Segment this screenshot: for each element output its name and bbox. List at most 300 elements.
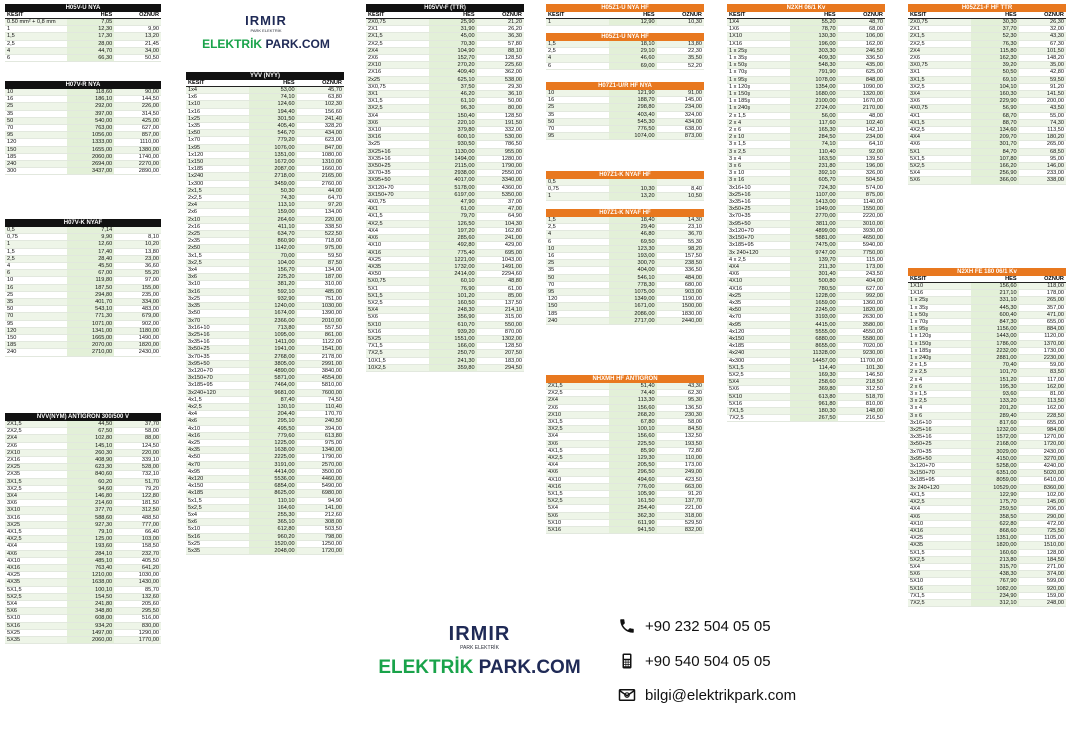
hes-price: 166,20 [971,163,1018,170]
oznur-price: 226,00 [114,103,161,110]
cable-section: 1X10 [727,33,790,40]
cable-section: 2X6 [908,55,971,62]
hes-price: 2694,00 [67,161,114,168]
table-row [908,369,1066,376]
oznur-price: 141,50 [1019,91,1066,98]
cable-section: 5X2,5 [366,299,429,306]
table-row [727,26,885,33]
cable-section: 3x16+10 [908,419,971,426]
hes-price: 201,20 [971,405,1018,412]
cable-section: 2X35 [5,471,67,478]
table-row [5,421,161,428]
cable-section: 5X6 [5,608,67,615]
cable-section: 240 [5,161,67,168]
cable-section: 1,5 [546,41,609,48]
contact-email[interactable] [617,686,796,704]
hes-price: 122,90 [971,491,1018,498]
oznur-price: 434,00 [657,118,704,125]
table-row [366,148,524,155]
table-row [366,47,524,54]
hes-price: 1494,00 [429,155,476,162]
table-row [727,285,885,292]
table-row [186,331,344,338]
cable-section: 1 [546,19,609,26]
table-row [186,425,344,432]
cable-section: 2x16 [186,223,249,230]
hes-price: 60,20 [67,478,114,485]
table-row [546,419,704,426]
price-table [546,33,704,70]
table-row [186,526,344,533]
cable-section: 4X2,5 [908,127,971,134]
contact-mobile[interactable] [617,652,771,670]
phone-icon [617,617,637,635]
hes-price: 404,00 [609,267,656,274]
hes-price: 7464,00 [249,382,296,389]
hes-price: 256,90 [971,170,1018,177]
oznur-price: 103,00 [114,536,161,543]
table-row [5,241,161,248]
hes-price: 612,80 [249,526,296,533]
oznur-price: 84,50 [657,426,704,433]
cable-section: 1x6 [186,94,249,101]
oznur-price: 162,00 [838,40,885,47]
cable-section: 2x2,5 [186,195,249,202]
oznur-price: 228,50 [1019,412,1066,419]
table-row [727,199,885,206]
table-row [908,155,1066,162]
oznur-price: 751,00 [297,295,344,302]
cable-section: 5X25 [366,335,429,342]
table-row [186,231,344,238]
brand-green-part-large: ELEKTRİK [378,657,479,678]
oznur-price: 550,00 [477,321,524,328]
oznur-price: 2165,00 [297,173,344,180]
hes-price: 69,10 [971,76,1018,83]
oznur-price: 1290,00 [114,629,161,636]
table-row [186,137,344,144]
cable-section: 5X0,75 [366,278,429,285]
oznur-price: 221,00 [657,505,704,512]
table-row [727,33,885,40]
oznur-price: 338,50 [297,223,344,230]
cable-section: 3x185+95 [727,242,790,249]
hes-price: 5871,00 [249,375,296,382]
cable-section: 4X25 [908,535,971,542]
cable-section: 5x1,5 [186,497,249,504]
hes-price: 225,20 [249,274,296,281]
oznur-price: 10,50 [657,193,704,200]
oznur-price: 599,00 [1019,578,1066,585]
oznur-price: 212,60 [297,511,344,518]
table-row [186,389,344,396]
hes-price: 2087,00 [249,166,296,173]
hes-price: 104,90 [429,47,476,54]
hes-price: 292,00 [67,103,114,110]
hes-price: 45,50 [67,263,114,270]
cable-section: 3 x 6 [908,412,971,419]
table-header [908,276,1066,283]
table-row [908,333,1066,340]
cable-section: 1X10 [908,283,971,290]
oznur-price: 91,20 [657,491,704,498]
table-row [546,267,704,274]
oznur-price: 241,00 [477,235,524,242]
oznur-price: 2550,00 [477,170,524,177]
oznur-price: 1500,00 [657,303,704,310]
table-row [727,191,885,198]
hes-price: 8059,00 [971,477,1018,484]
table-row [908,297,1066,304]
oznur-price: 110,00 [657,455,704,462]
cable-section: 3 x 6 [727,163,790,170]
cable-section: 7X2,5 [727,415,790,422]
oznur-price: 290,00 [1019,513,1066,520]
oznur-price: 128,50 [477,55,524,62]
cable-section: 3X10 [5,507,67,514]
column-header: KESİT [910,12,927,18]
table-row [908,91,1066,98]
oznur-price: 128,50 [477,343,524,350]
logo-mark: IRMIR [245,13,287,28]
oznur-price: 44,00 [297,187,344,194]
table-row [186,461,344,468]
hes-price: 1156,00 [971,326,1018,333]
cable-section: 4x95 [727,321,790,328]
oznur-price: 206,00 [1019,506,1066,513]
oznur-price: 847,00 [297,144,344,151]
hes-price: 9,90 [67,234,114,241]
table-row [5,277,161,284]
table-row [366,350,524,357]
hes-price: 254,40 [609,505,656,512]
oznur-price: 230,30 [657,411,704,418]
hes-price: 543,10 [67,306,114,313]
oznur-price: 1720,00 [1019,441,1066,448]
oznur-price: 68,00 [838,26,885,33]
hes-price: 154,50 [67,593,114,600]
oznur-price: 984,00 [1019,427,1066,434]
cable-section: 1,5 [5,248,67,255]
hes-price: 379,80 [429,127,476,134]
table-row [366,357,524,364]
logo-top [196,14,336,56]
cable-section: 4X2,5 [366,220,429,227]
price-grid [546,41,704,70]
oznur-price: 339,10 [114,457,161,464]
hes-price: 125,00 [67,536,114,543]
hes-price: 932,90 [249,295,296,302]
hes-price: 298,80 [609,104,656,111]
oznur-price: 1790,00 [477,163,524,170]
table-row [5,342,161,349]
hes-price: 66,30 [67,55,114,62]
table-row [727,213,885,220]
table-row [186,511,344,518]
oznur-price: 6980,00 [297,490,344,497]
table-row [5,493,161,500]
table-row [546,62,704,69]
hes-price: 295,10 [249,418,296,425]
table-row [908,69,1066,76]
price-grid [546,90,704,140]
oznur-price: 2430,00 [1019,448,1066,455]
cable-section: 2x25 [366,76,429,83]
cable-section: 185 [5,153,67,160]
cable-section: 4X10 [366,242,429,249]
cable-section: 2 x 1,5 [908,362,971,369]
hes-price: 623,30 [67,464,114,471]
table-row [186,317,344,324]
oznur-price: 36,30 [477,33,524,40]
oznur-price: 134,00 [297,267,344,274]
table-row [186,439,344,446]
table-row [727,357,885,364]
hes-price: 495,50 [249,425,296,432]
hes-price: 369,80 [790,386,837,393]
price-table [5,81,161,175]
table-row [546,527,704,534]
table-row [727,407,885,414]
oznur-price: 975,00 [297,245,344,252]
hes-price: 160,50 [429,299,476,306]
table-row [908,434,1066,441]
hes-price: 195,30 [971,383,1018,390]
cable-section: 7X1,5 [908,592,971,599]
oznur-price: 338,00 [1019,177,1066,184]
hes-price: 359,80 [429,364,476,371]
cable-section: 3x70+35 [727,213,790,220]
oznur-price: 37,00 [477,199,524,206]
cable-section: 70 [546,126,609,133]
oznur-price: 7750,00 [838,249,885,256]
hes-price: 1056,00 [67,132,114,139]
hes-price: 763,40 [67,565,114,572]
table-row [727,91,885,98]
cable-section: 4X4 [727,263,790,270]
hes-price: 1638,00 [67,579,114,586]
cable-section: 4x25 [727,292,790,299]
oznur-price: 623,00 [297,137,344,144]
table-header [366,12,524,19]
hes-price: 74,30 [249,195,296,202]
table-row [546,260,704,267]
table-row [186,303,344,310]
cable-section: 3x35+16 [186,339,249,346]
cable-section: 1 x 25ş [908,297,971,304]
hes-price: 175,70 [971,499,1018,506]
hes-price: 117,60 [790,119,837,126]
oznur-price: 1360,00 [838,299,885,306]
table-row [186,87,344,94]
hes-price: 88,70 [971,119,1018,126]
hes-price: 196,00 [790,40,837,47]
oznur-price: 2230,00 [1019,355,1066,362]
table-title: H07V-R NYA [5,81,161,89]
table-row [186,483,344,490]
price-table [908,268,1066,607]
hes-price: 1130,00 [429,148,476,155]
cable-section: 3X4 [5,493,67,500]
hes-price: 150,40 [429,112,476,119]
cable-section: 4x240 [727,350,790,357]
oznur-price: 504,50 [838,177,885,184]
oznur-price: 102,40 [838,119,885,126]
table-row [5,132,161,139]
cable-section: 4 x 2,5 [727,256,790,263]
hes-price: 258,60 [790,379,837,386]
hes-price: 217,10 [971,290,1018,297]
cable-section: 4X6 [908,141,971,148]
cable-section: 1 x 95ş [908,326,971,333]
cable-section: 2X2,5 [5,428,67,435]
oznur-price: 516,00 [114,615,161,622]
oznur-price: 220,00 [297,216,344,223]
hes-price: 209,70 [971,134,1018,141]
cable-section: 3x70+35 [908,448,971,455]
table-row [366,141,524,148]
hes-price: 164,60 [249,504,296,511]
cable-section: 4x70 [727,314,790,321]
cable-section: 2x10 [186,216,249,223]
cable-section: 4x95 [186,468,249,475]
cable-section: 95 [546,289,609,296]
table-row [546,383,704,390]
hes-price: 51,40 [609,383,656,390]
oznur-price: 36,70 [657,231,704,238]
hes-price: 1497,00 [67,629,114,636]
oznur-price: 6410,00 [1019,477,1066,484]
table-row [908,520,1066,527]
cable-section: 2 x 10 [727,134,790,141]
table-row [727,134,885,141]
oznur-price: 13,80 [114,248,161,255]
oznur-price: 55,20 [114,270,161,277]
table-row [186,180,344,187]
hes-price: 107,80 [971,155,1018,162]
oznur-price: 472,00 [1019,520,1066,527]
cable-section: 10 [546,90,609,97]
table-row [5,593,161,600]
table-row [727,69,885,76]
cable-section: 6 [5,55,67,62]
cable-section: 4X16 [908,527,971,534]
price-grid [5,421,161,644]
column-header: HES [100,12,113,18]
table-row [186,259,344,266]
hes-price: 868,60 [971,527,1018,534]
cable-section: 1x95 [186,144,249,151]
oznur-price: 58,00 [114,428,161,435]
oznur-price: 1030,00 [297,303,344,310]
cable-section: 1X4 [727,19,790,26]
oznur-price: 64,90 [477,213,524,220]
table-row [186,101,344,108]
table-row [5,146,161,153]
hes-price: 205,50 [609,462,656,469]
oznur-price: 246,50 [838,47,885,54]
table-row [186,94,344,101]
table-header [908,12,1066,19]
cable-section: 4X1 [366,206,429,213]
oznur-price: 59,00 [1019,362,1066,369]
oznur-price: 903,00 [657,289,704,296]
table-row [5,543,161,550]
oznur-price [114,227,161,234]
cable-section: 2X1,5 [366,33,429,40]
table-row [546,469,704,476]
cable-section: 25 [5,291,67,298]
table-row [546,41,704,48]
hes-price: 775,40 [429,249,476,256]
price-grid [727,19,885,422]
column-header: HES [643,12,655,18]
oznur-price: 5490,00 [297,483,344,490]
oznur-price: 85,00 [477,292,524,299]
table-row [186,245,344,252]
cable-section: 1 x 95ş [727,76,790,83]
hes-price: 53,00 [249,87,296,94]
oznur-price: 58,00 [657,419,704,426]
table-row [546,118,704,125]
oznur-price: 218,50 [838,379,885,386]
table-row [186,346,344,353]
cable-section: 5X1 [366,285,429,292]
cable-section: 2X16 [5,457,67,464]
hes-price: 303,30 [790,47,837,54]
table-row [727,393,885,400]
hes-price: 165,30 [790,127,837,134]
column-header: ÖZNUR [682,12,702,18]
cable-section: 3x185+95 [908,477,971,484]
cable-section: 5X4 [5,601,67,608]
oznur-price: 9,90 [114,26,161,33]
oznur-price: 5020,00 [1019,470,1066,477]
oznur-price [114,19,161,26]
cable-section: 4X16 [546,483,609,490]
contact-phone[interactable] [617,617,771,635]
table-row [727,278,885,285]
cable-section: 3X2,5 [366,105,429,112]
cable-section: 5X1,5 [908,549,971,556]
table-row [546,310,704,317]
cable-section: 3x35 [186,303,249,310]
table-row [908,376,1066,383]
oznur-price: 1302,00 [477,335,524,342]
price-table [546,4,704,26]
table-row [5,622,161,629]
table-row [908,33,1066,40]
oznur-price: 234,00 [657,104,704,111]
cable-section: 1x35 [186,123,249,130]
cable-section: 2X0,75 [908,19,971,26]
cable-section: 3X16 [366,134,429,141]
cable-section: 3X1,5 [546,419,609,426]
oznur-price: 861,00 [297,331,344,338]
cable-section: 4X35 [366,263,429,270]
hes-price: 2060,00 [67,637,114,644]
hes-price: 1820,00 [971,542,1018,549]
hes-price: 114,40 [790,364,837,371]
oznur-price: 1830,00 [657,310,704,317]
table-row [908,455,1066,462]
table-row [546,512,704,519]
hes-price: 193,00 [609,253,656,260]
oznur-price: 102,30 [297,101,344,108]
cable-section: 25 [546,260,609,267]
hes-price: 767,90 [971,578,1018,585]
hes-price: 50,50 [971,69,1018,76]
